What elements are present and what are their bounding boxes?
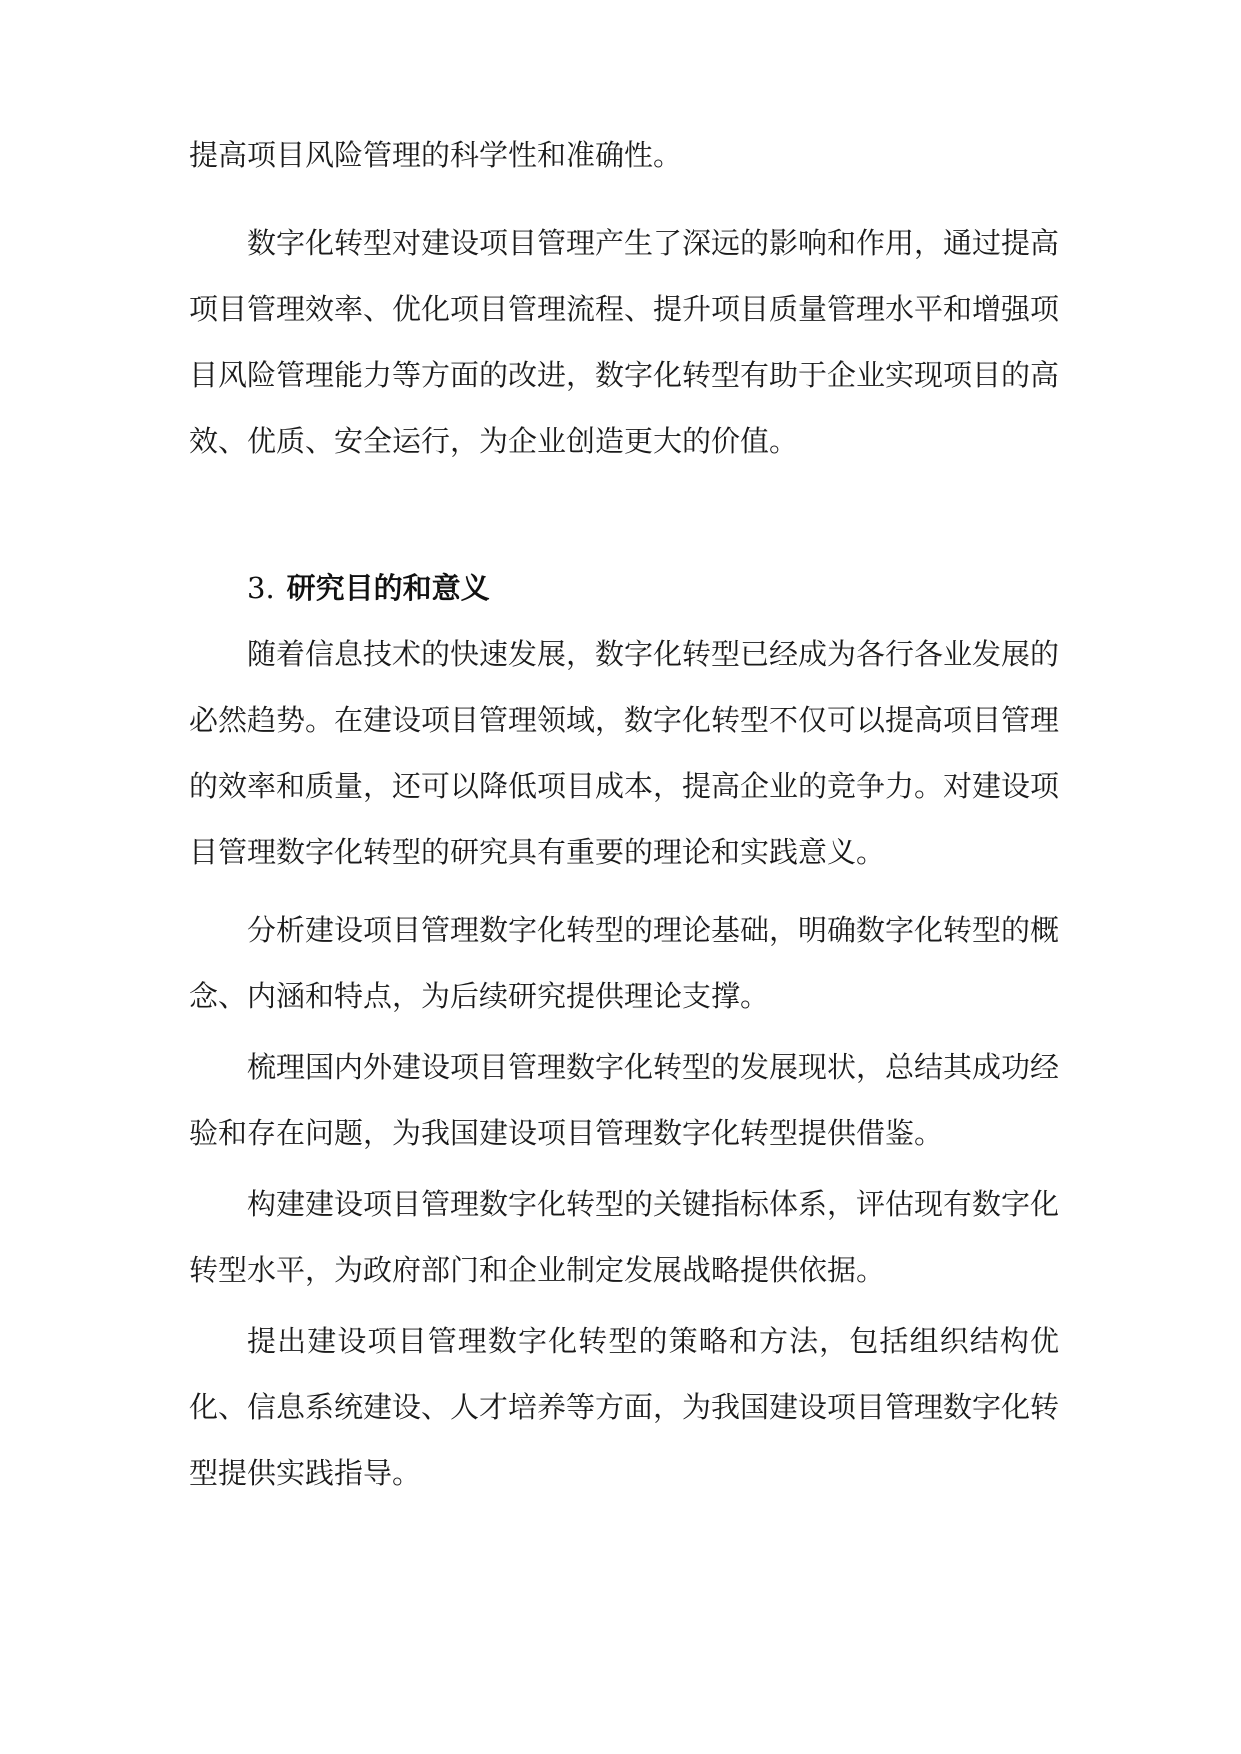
paragraph-indicator-system: 构建建设项目管理数字化转型的关键指标体系，评估现有数字化转型水平，为政府部门和企业制定发展战略提供依据。	[189, 1187, 1060, 1287]
paragraph-research-background: 随着信息技术的快速发展，数字化转型已经成为各行各业发展的必然趋势。在建设项目管理领域，数字化转型不仅可以提高项目管理的效率和质量，还可以降低项目成本，提高企业的竞争力。对建设项目管理数字化转型的研究具有重要的理论和实践意义。	[189, 637, 1060, 869]
paragraph-digital-impact: 数字化转型对建设项目管理产生了深远的影响和作用，通过提高项目管理效率、优化项目管理流程、提升项目质量管理水平和增强项目风险管理能力等方面的改进，数字化转型有助于企业实现项目的高效、优质、安全运行，为企业创造更大的价值。	[189, 226, 1060, 458]
section-number: 3.	[247, 571, 275, 605]
section-heading	[247, 555, 490, 621]
paragraph-theory-basis: 分析建设项目管理数字化转型的理论基础，明确数字化转型的概念、内涵和特点，为后续研究提供理论支撑。	[189, 913, 1060, 1013]
paragraph-development-status: 梳理国内外建设项目管理数字化转型的发展现状，总结其成功经验和存在问题，为我国建设项目管理数字化转型提供借鉴。	[189, 1050, 1060, 1150]
section-title: 研究目的和意义	[286, 571, 490, 605]
paragraph-continuation: 提高项目风险管理的科学性和准确性。	[189, 138, 683, 172]
paragraph-strategy-methods: 提出建设项目管理数字化转型的策略和方法，包括组织结构优化、信息系统建设、人才培养等方面，为我国建设项目管理数字化转型提供实践指导。	[189, 1324, 1060, 1490]
